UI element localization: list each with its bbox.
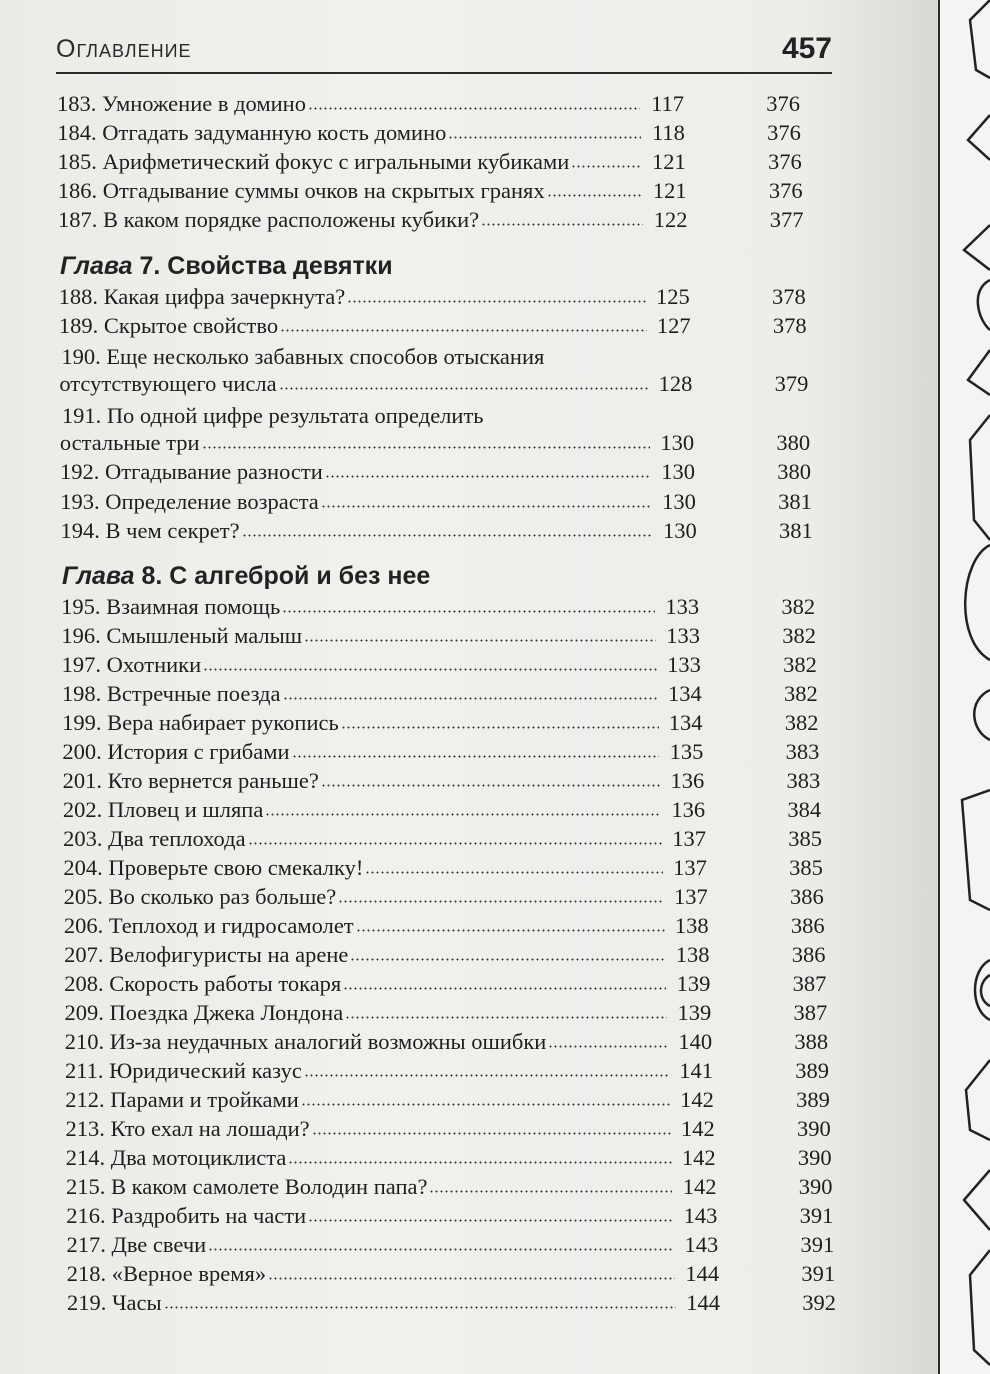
leader-dots: [203, 668, 657, 671]
problem-page: 133: [667, 652, 701, 677]
problem-page: 135: [669, 739, 704, 764]
problem-page: 121: [652, 178, 687, 203]
leader-dots: [288, 1161, 671, 1164]
leader-dots: [350, 958, 665, 961]
toc-entry-title: отсутствующего числа: [59, 371, 277, 396]
leader-dots: [312, 1132, 671, 1135]
problem-page: 144: [686, 1290, 720, 1315]
toc-entry: [58, 205, 804, 234]
toc-entry-title: 209. Поездка Джека Лондона: [64, 1000, 344, 1025]
toc-entry-title: 217. Две свечи: [66, 1232, 207, 1257]
answer-page: 383: [785, 739, 820, 764]
toc-entry-title: 205. Во сколько раз больше?: [63, 884, 337, 909]
answer-page: 387: [793, 1000, 828, 1025]
answer-page: 390: [796, 1116, 831, 1141]
chapter-title: 8. С алгеброй и без нее: [134, 562, 431, 590]
leader-dots: [448, 136, 641, 139]
answer-page: 382: [783, 681, 818, 706]
toc-entry-title: 200. История с грибами: [62, 739, 290, 764]
leader-dots: [548, 1045, 668, 1048]
page-number: 457: [781, 32, 832, 65]
toc-entry: [59, 311, 807, 340]
chapter-label: Глава: [60, 252, 133, 280]
chapter-title: 7. Свойства девятки: [132, 252, 393, 280]
toc-entry-title: 199. Вера набирает рукопись: [62, 710, 339, 735]
problem-page: 138: [674, 913, 709, 938]
toc-entry: [66, 1201, 833, 1230]
toc-entry: [61, 621, 816, 650]
toc-entry: [62, 708, 818, 737]
toc-entry-title: 204. Проверьте свою смекалку!: [63, 855, 364, 880]
leader-dots: [356, 929, 665, 932]
problem-page: 142: [680, 1116, 715, 1141]
answer-page: 386: [790, 913, 825, 938]
problem-page: 136: [671, 797, 706, 822]
toc-entry-title: 201. Кто вернется раньше?: [62, 768, 319, 793]
toc-entry: [61, 592, 815, 621]
leader-dots: [308, 1219, 673, 1222]
toc-entry: [57, 89, 800, 118]
answer-page: 382: [782, 623, 816, 648]
toc-entry-title: 207. Велофигуристы на арене: [64, 942, 349, 967]
toc-entry: [64, 911, 825, 940]
toc-entry-title: 184. Отгадать задуманную кость домино: [57, 120, 447, 145]
answer-page: 378: [772, 284, 806, 309]
toc-entry-title: остальные три: [59, 430, 200, 455]
toc-entry-first-line: 190. Еще несколько забавных способов отыскания: [61, 344, 545, 369]
answer-page: 378: [772, 313, 807, 338]
toc-entry-title: 198. Встречные поезда: [61, 681, 281, 706]
leader-dots: [343, 987, 666, 990]
leader-dots: [292, 755, 660, 758]
problem-page: 118: [651, 120, 685, 145]
toc-entry-title: 194. В чем секрет?: [60, 518, 240, 543]
leader-dots: [242, 534, 653, 537]
problem-page: 143: [684, 1232, 719, 1257]
problem-page: 136: [670, 768, 705, 793]
leader-dots: [202, 446, 651, 449]
toc-entry: [62, 737, 819, 766]
toc-entry: [66, 1230, 834, 1259]
toc-entry: [66, 1143, 832, 1172]
answer-page: 380: [777, 459, 812, 484]
leader-dots: [365, 871, 663, 874]
problem-page: 141: [679, 1058, 713, 1083]
problem-page: 121: [651, 149, 686, 174]
answer-page: 376: [766, 91, 800, 116]
leader-dots: [321, 784, 660, 787]
answer-page: 377: [769, 207, 804, 232]
toc-entry: [63, 853, 823, 882]
toc-entry-title: 212. Парами и тройками: [65, 1087, 299, 1112]
toc-entry: [62, 679, 818, 708]
problem-page: 142: [680, 1087, 714, 1112]
problem-page: 137: [674, 884, 708, 909]
toc-entry-title: 206. Теплоход и гидросамолет: [63, 913, 354, 938]
toc-entry: [60, 457, 811, 486]
toc-entry: [66, 1172, 833, 1201]
answer-page: 391: [800, 1232, 835, 1257]
toc-entry: [67, 1259, 835, 1288]
answer-page: 376: [767, 149, 802, 174]
problem-page: 140: [678, 1029, 713, 1054]
leader-dots: [265, 813, 661, 816]
problem-page: 133: [666, 623, 700, 648]
toc-entry: [64, 969, 826, 998]
problem-page: 139: [677, 1000, 712, 1025]
answer-page: 380: [776, 430, 811, 455]
toc-entry: [67, 1288, 836, 1317]
answer-page: 376: [767, 120, 801, 145]
leader-dots: [341, 726, 659, 729]
answer-page: 389: [796, 1087, 830, 1112]
page-edge-ornament: [938, 0, 990, 1374]
toc-entry-title: 188. Какая цифра зачеркнута?: [58, 284, 346, 309]
leader-dots: [571, 165, 641, 168]
answer-page: 379: [774, 371, 809, 396]
toc-entry: [65, 1027, 828, 1056]
answer-page: 376: [768, 178, 803, 203]
problem-page: 134: [668, 710, 703, 735]
toc-entry-title: 211. Юридический казус: [65, 1058, 302, 1083]
answer-page: 384: [787, 797, 822, 822]
toc-entry-title: 186. Отгадывание суммы очков на скрытых гранях: [57, 178, 545, 203]
answer-page: 381: [779, 518, 813, 543]
toc-entry: [65, 1056, 829, 1085]
toc-entry: [61, 516, 813, 545]
leader-dots: [280, 329, 647, 332]
answer-page: 392: [802, 1290, 836, 1315]
toc-entry-title: 196. Смышленый малыш: [61, 623, 303, 648]
leader-dots: [481, 223, 643, 226]
toc-entry: [59, 369, 808, 398]
toc-entry-title: 208. Скорость работы токаря: [64, 971, 342, 996]
toc-entry-title: 214. Два мотоциклиста: [65, 1145, 287, 1170]
leader-dots: [345, 1016, 667, 1019]
problem-page: 130: [663, 518, 697, 543]
problem-page: 143: [683, 1203, 718, 1228]
problem-page: 130: [661, 459, 696, 484]
leader-dots: [208, 1248, 674, 1251]
problem-page: 130: [662, 489, 696, 514]
answer-page: 381: [778, 489, 812, 514]
toc-entry-title: 219. Часы: [66, 1290, 162, 1315]
ornament-icon: [940, 0, 990, 1374]
answer-page: 388: [794, 1029, 829, 1054]
problem-page: 128: [658, 371, 693, 396]
answer-page: 386: [790, 884, 824, 909]
leader-dots: [304, 1074, 669, 1077]
answer-page: 382: [784, 710, 819, 735]
toc-entry: [63, 795, 821, 824]
chapter-heading: [60, 250, 393, 282]
problem-page: 117: [651, 91, 684, 116]
toc-entry-title: 218. «Верное время»: [66, 1261, 267, 1286]
leader-dots: [248, 842, 662, 845]
toc-entry: [64, 940, 825, 969]
toc-entry-title: 215. В каком самолете Володин папа?: [65, 1174, 428, 1199]
toc-entry: [60, 428, 810, 457]
leader-dots: [279, 387, 649, 390]
answer-page: 385: [789, 855, 823, 880]
problem-page: 125: [656, 284, 690, 309]
leader-dots: [301, 1103, 670, 1106]
answer-page: 391: [801, 1261, 836, 1286]
problem-page: 134: [667, 681, 702, 706]
chapter-label: Глава: [62, 562, 135, 590]
leader-dots: [347, 300, 646, 303]
answer-page: 386: [791, 942, 826, 967]
leader-dots: [283, 697, 658, 700]
answer-page: 390: [797, 1145, 832, 1170]
leader-dots: [308, 107, 640, 110]
toc-entry: [64, 882, 824, 911]
toc-entry: [65, 1085, 830, 1114]
toc-entry-title: 185. Арифметический фокус с игральными кубиками: [57, 149, 570, 174]
leader-dots: [268, 1277, 675, 1280]
toc-entry-title: 216. Раздробить на части: [66, 1203, 307, 1228]
toc-entry-first-line: 191. По одной цифре результата определить: [61, 403, 484, 428]
problem-page: 127: [656, 313, 691, 338]
toc-entry-title: 210. Из-за неудачных аналогий возможны ошибки: [64, 1029, 547, 1054]
toc-entry-title: 195. Взаимная помощь: [61, 594, 281, 619]
answer-page: 382: [783, 652, 817, 677]
problem-page: 137: [672, 826, 707, 851]
toc-entry: [66, 1114, 831, 1143]
toc-entry: [63, 824, 822, 853]
answer-page: 391: [799, 1203, 834, 1228]
problem-page: 138: [675, 942, 710, 967]
problem-page: 139: [676, 971, 711, 996]
leader-dots: [164, 1306, 676, 1309]
problem-page: 142: [682, 1174, 717, 1199]
problem-page: 137: [673, 855, 707, 880]
toc-entry-title: 192. Отгадывание разности: [60, 459, 323, 484]
answer-page: 387: [792, 971, 827, 996]
toc-entry-title: 189. Скрытое свойство: [58, 313, 279, 338]
problem-page: 122: [653, 207, 688, 232]
answer-page: 389: [795, 1058, 829, 1083]
toc-entry: [65, 998, 828, 1027]
answer-page: 383: [786, 768, 821, 793]
problem-page: 130: [660, 430, 695, 455]
toc-entry: [57, 147, 801, 176]
toc-entry-title: 197. Охотники: [61, 652, 202, 677]
answer-page: 390: [798, 1174, 833, 1199]
leader-dots: [325, 475, 651, 478]
running-header-title: Оглавление: [56, 35, 192, 63]
answer-page: 385: [788, 826, 823, 851]
toc-entry: [63, 766, 821, 795]
toc-entry-title: 202. Пловец и шляпа: [62, 797, 264, 822]
leader-dots: [282, 610, 655, 613]
toc-entry-title: 213. Кто ехал на лошади?: [65, 1116, 310, 1141]
toc-entry: [62, 650, 817, 679]
toc-entry-title: 193. Определение возраста: [60, 489, 319, 514]
problem-page: 133: [665, 594, 700, 619]
answer-page: 382: [781, 594, 816, 619]
toc-entry-title: 203. Два теплохода: [63, 826, 246, 851]
toc-entry-title: 183. Умножение в домино: [57, 91, 306, 116]
leader-dots: [429, 1190, 672, 1193]
toc-entry: [59, 282, 806, 311]
leader-dots: [338, 900, 664, 903]
chapter-heading: [62, 560, 430, 592]
leader-dots: [304, 639, 656, 642]
toc-entry: [58, 176, 803, 205]
toc-entry: [60, 487, 812, 516]
leader-dots: [547, 194, 643, 197]
problem-page: 144: [685, 1261, 720, 1286]
toc-entry: [57, 118, 801, 147]
problem-page: 142: [681, 1145, 716, 1170]
leader-dots: [321, 505, 652, 508]
toc-entry-title: 187. В каком порядке расположены кубики?: [57, 207, 480, 232]
